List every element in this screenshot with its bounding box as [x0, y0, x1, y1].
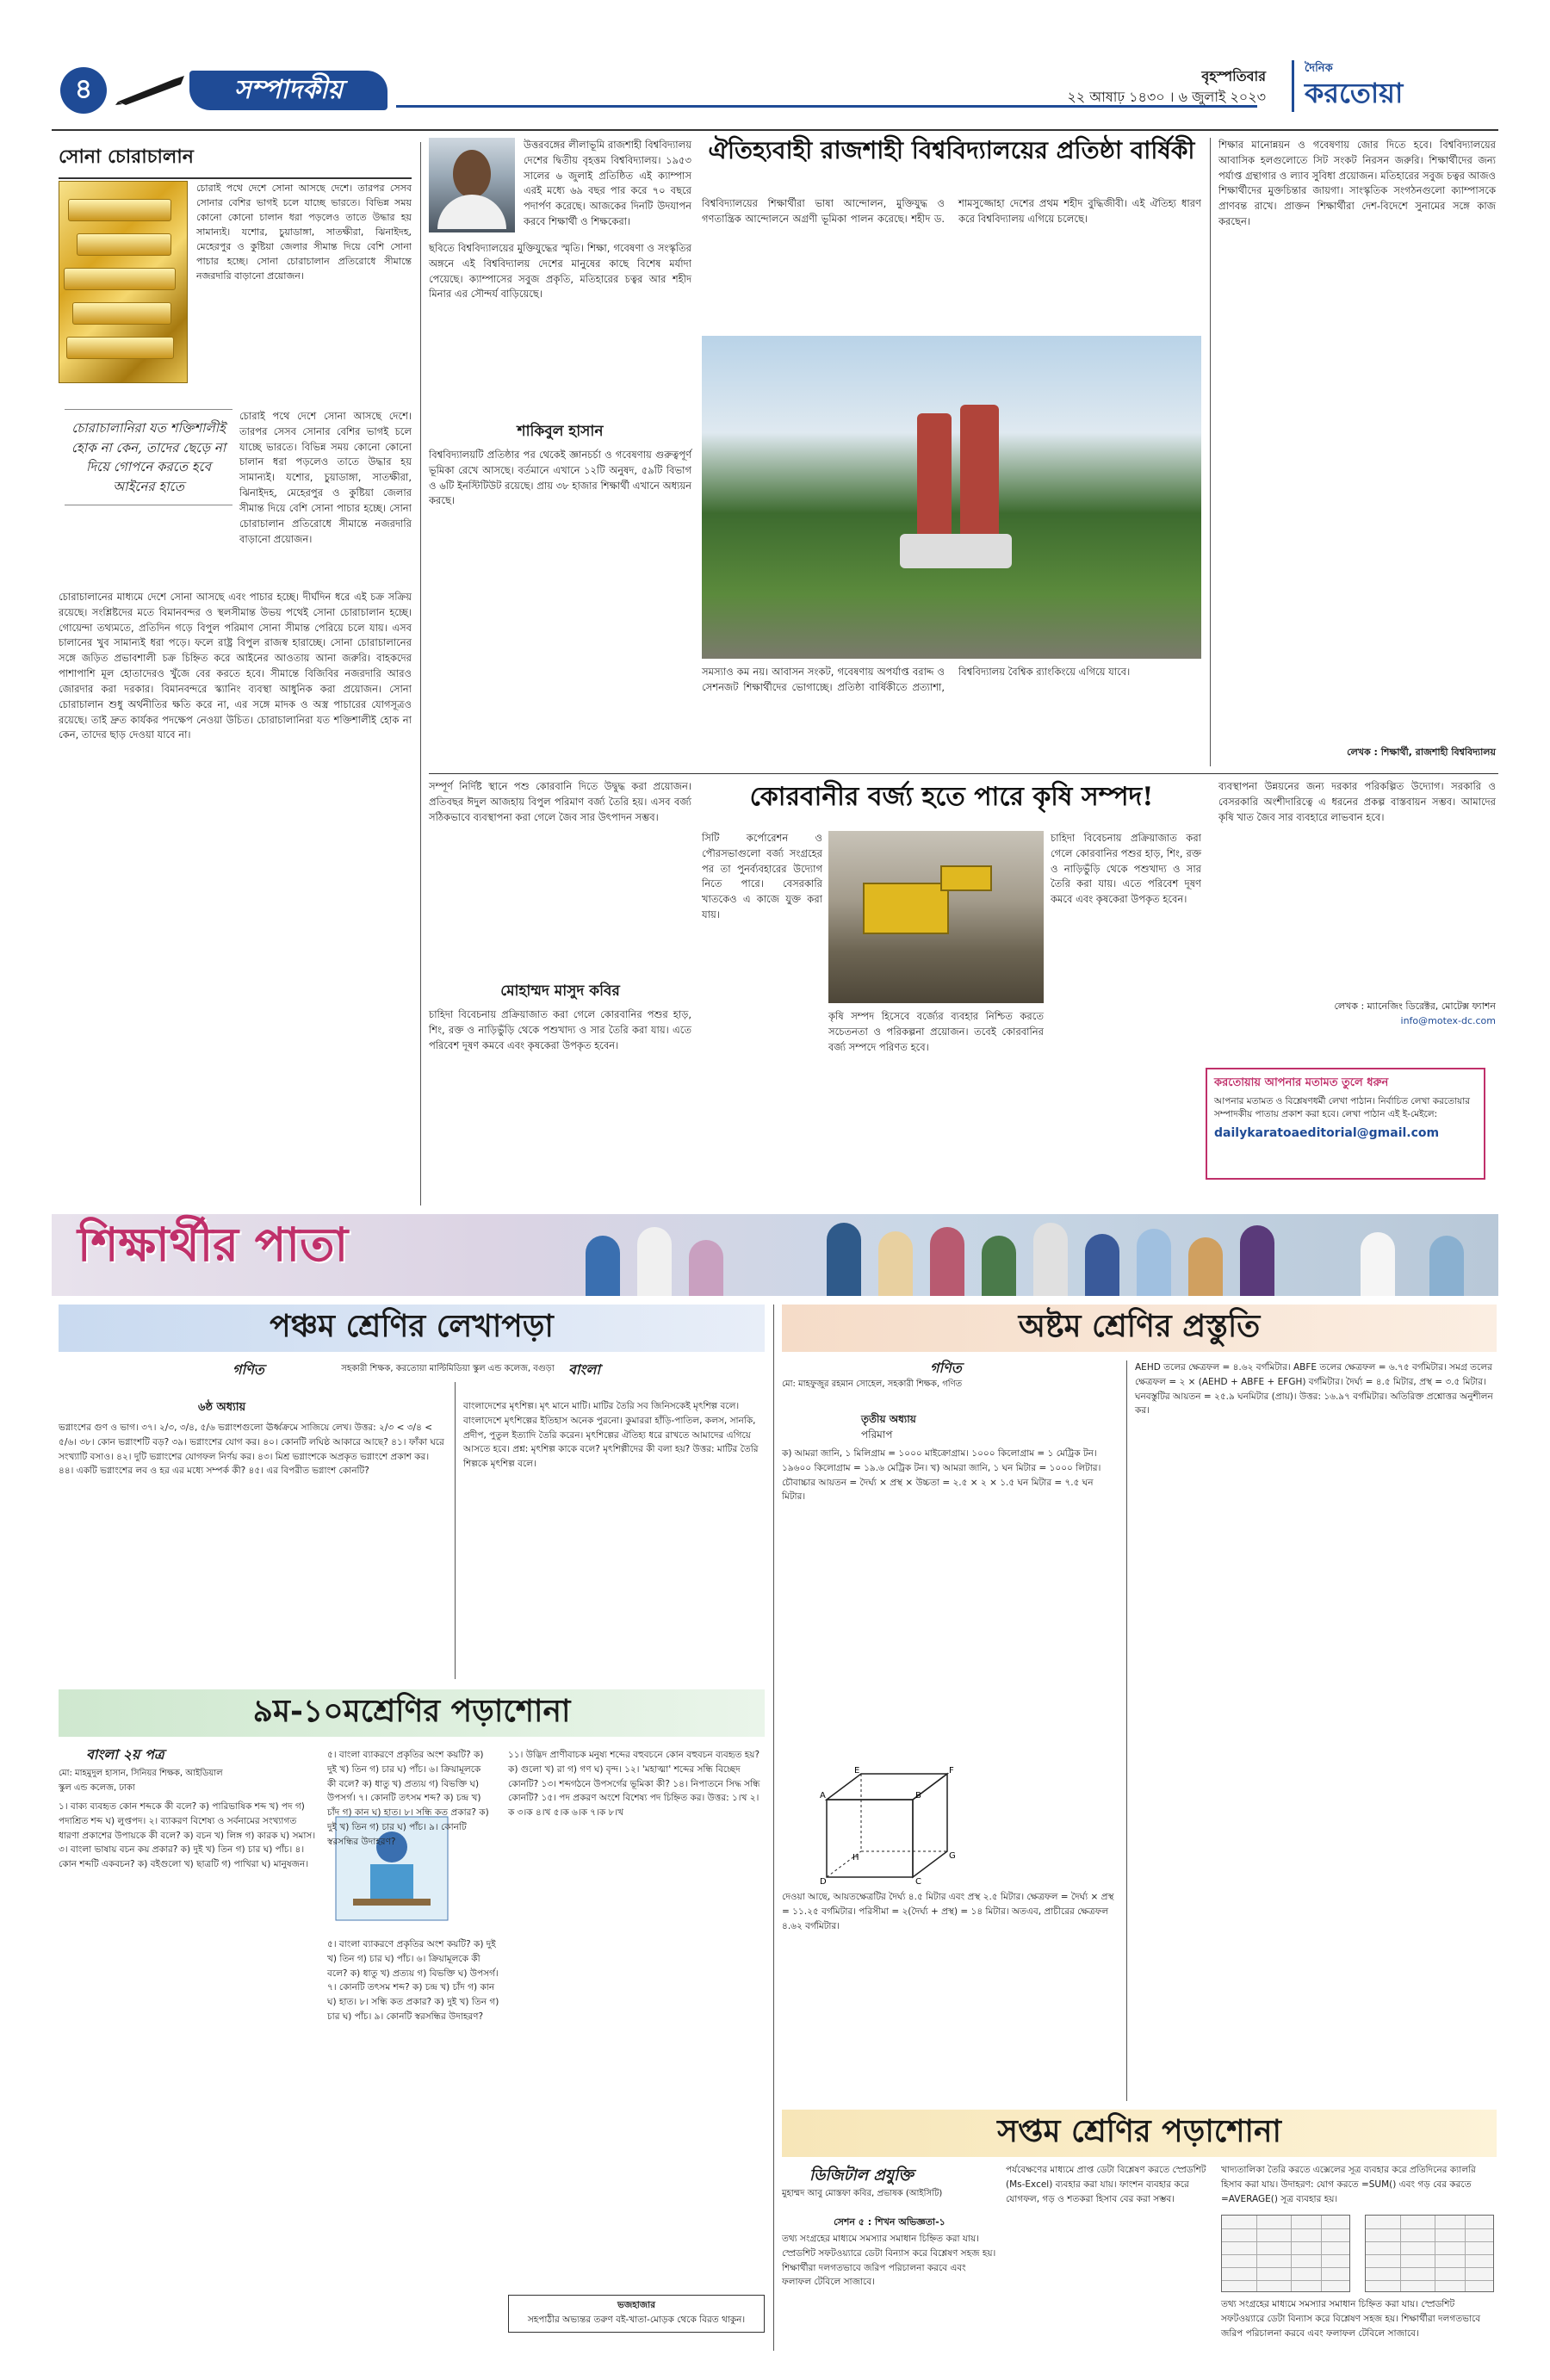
waste-cleanup-photo	[828, 831, 1044, 1003]
waste-signature	[1218, 999, 1496, 1026]
class7-text-d: তথ্য সংগ্রহের মাধ্যমে সমস্যার সমাধান চিহ্নিত করা যায়। স্প্রেডশিট সফটওয়্যারে ডেটা বিন্যাস করে বিশ্লেষণ সহজ হয়। শিক্ষার্থীরা দলগতভাবে জরিপ পরিচালনা করবে এবং ফলাফল টেবিলে সাজাবে।	[1221, 2299, 1481, 2339]
ru-intro: উত্তরবঙ্গের লীলাভূমি রাজশাহী বিশ্ববিদ্যালয় দেশের দ্বিতীয় বৃহত্তম বিশ্ববিদ্যালয়। ১৯৫৩ সালের ৬ জুলাই প্রতিষ্ঠিত এই ক্যাম্পাস এরই মধ্যে ৬৯ বছর পার করে ৭০ বছরে পদার্পণ করেছে। আজকের দিনটি উদযাপন করবে শিক্ষার্থী ও শিক্ষকেরা।	[524, 139, 691, 228]
column-rule	[773, 1305, 774, 2351]
ru-headline: ঐতিহ্যবাহী রাজশাহী বিশ্ববিদ্যালয়ের প্রতিষ্ঠা বার্ষিকী	[708, 136, 1195, 164]
svg-text:A: A	[820, 1791, 826, 1800]
ru-author: শাকিবুল হাসান	[517, 423, 604, 440]
waste-body-a: সম্পূর্ণ নির্দিষ্ট স্থানে পশু কোরবানি দিতে উদ্বুদ্ধ করা প্রয়োজন। প্রতিবছর ঈদুল আজহায় বিপুল পরিমাণ বর্জ্য তৈরি হয়। এসব বর্জ্য সঠিকভাবে ব্যবস্থাপনা করা গেলে জৈব সার উৎপাদন সম্ভব।	[429, 780, 691, 823]
gold-body-top: চোরাই পথে দেশে সোনা আসছে দেশে। তারপর সেসব সোনার বেশির ভাগই চলে যাচ্ছে ভারতে। বিভিন্ন সময় কোনো কোনো চালান ধরা পড়লেও তাতে উদ্ধার হয় সামান্যই। যশোর, চুয়াডাঙ্গা, সাতক্ষীরা, ঝিনাইদহ, মেহেরপুর ও কুষ্টিয়া জেলার সীমান্ত দিয়ে বেশি সোনা পাচার হচ্ছে। সোনা চোরাচালান প্রতিরোধে সীমান্তে নজরদারি বাড়ানো প্রয়োজন।	[239, 410, 412, 545]
gold-title: সোনা চোরাচালান	[59, 142, 412, 179]
right-col-body: শিক্ষার মানোন্নয়ন ও গবেষণায় জোর দিতে হবে। বিশ্ববিদ্যালয়ের আবাসিক হলগুলোতে সিট সংকট নিরসন জরুরি। শিক্ষার্থীদের জন্য পর্যাপ্ত গ্রন্থাগার ও ল্যাব সুবিধা প্রয়োজন। মতিহারের সবুজ চত্বর আজও শিক্ষার্থীদের মুক্তচিন্তার জায়গা। সাংস্কৃতিক সংগঠনগুলো ক্যাম্পাসকে প্রাণবন্ত রাখে। প্রাক্তন শিক্ষার্থীরা দেশ-বিদেশে সুনামের সঙ্গে কাজ করছেন।	[1218, 139, 1496, 228]
class910-teacher: মো: মাহমুদুল হাসান, সিনিয়র শিক্ষক, আইডিয়াল স্কুল এন্ড কলেজ, ঢাকা	[59, 1769, 223, 1793]
masthead-divider	[52, 129, 1498, 131]
opinion-box-title: করতোয়ায় আপনার মতামত তুলে ধরুন	[1214, 1076, 1389, 1089]
ru-signature: লেখক : শিক্ষার্থী, রাজশাহী বিশ্ববিদ্যালয়	[1347, 747, 1496, 758]
class910-heading: ৯ম-১০মশ্রেণির পড়াশোনা	[59, 1689, 765, 1737]
class5-math-text: ভগ্নাংশের গুণ ও ভাগ। ৩৭। ২/৩, ৩/৪, ৫/৬ ভগ্নাংশগুলো ঊর্ধ্বক্রমে সাজিয়ে লেখ। উত্তর: ২/৩ < ৩/৪ < ৫/৬। ৩৮। কোন ভগ্নাংশটি বড়? ৩৯। ভগ্নাংশের যোগ কর। ৪০। কোনটি লঘিষ্ঠ আকারে আছে? ৪১। ফাঁকা ঘরে সংখ্যাটি বসাও। ৪২। দুটি ভগ্নাংশের যোগফল নির্ণয় কর। ৪৩। মিশ্র ভগ্নাংশকে অপ্রকৃত ভগ্নাংশে প্রকাশ কর। ৪৪। একটি ভগ্নাংশের লব ও হর এর মধ্যে সম্পর্ক কী? ৪৫। এর বিপরীত ভগ্নাংশ কোনটি?	[59, 1422, 444, 1477]
class8-teacher: মো: মাহফুজুর রহমান সোহেল, সহকারী শিক্ষক, গণিত	[782, 1379, 963, 1389]
students-page-banner	[52, 1214, 1498, 1296]
svg-text:C: C	[915, 1877, 921, 1887]
opinion-submission-box	[1206, 1068, 1485, 1180]
column-rule	[420, 142, 421, 1205]
newspaper-logo-small: দৈনিক	[1305, 62, 1333, 75]
page-number: ৪	[60, 67, 107, 114]
class5-teacher: সহকারী শিক্ষক, করতোয়া মাল্টিমিডিয়া স্কুল এন্ড কলেজ, বগুড়া	[341, 1364, 555, 1373]
class7-text-b: পর্যবেক্ষণের মাধ্যমে প্রাপ্ত ডেটা বিশ্লেষণ করতে স্প্রেডশিট (Ms-Excel) ব্যবহার করা যায়। ফাংশন ব্যবহার করে যোগফল, গড় ও শতকরা হিসাব বের করা সম্ভব।	[1006, 2165, 1206, 2204]
class5-math-subject: গণিত	[232, 1361, 264, 1378]
waste-signature-title: লেখক : ম্যানেজিং ডিরেক্টর, মোটেক্স ফ্যাশন	[1334, 1001, 1496, 1012]
class7-text-a: তথ্য সংগ্রহের মাধ্যমে সমস্যার সমাধান চিহ্নিত করা যায়। স্প্রেডশিট সফটওয়্যারে ডেটা বিন্যাস করে বিশ্লেষণ সহজ হয়। শিক্ষার্থীরা দলগতভাবে জরিপ পরিচালনা করবে এবং ফলাফল টেবিলে সাজাবে।	[782, 2234, 996, 2288]
waste-signature-email[interactable]: info@motex-dc.com	[1400, 1015, 1496, 1026]
svg-text:G: G	[949, 1851, 956, 1861]
gold-bars-photo	[59, 181, 188, 383]
students-page-title: শিক্ষার্থীর পাতা	[78, 1217, 349, 1272]
author-photo	[429, 138, 515, 232]
class910-text-c: ১১। উদ্ভিদ প্রাণীবাচক মনুষ্য শব্দের বহুবচনে কোন বহুবচন ব্যবহৃত হয়? ক) গুলো খ) রা গ) গণ ঘ) বৃন্দ। ১২। 'মহাত্মা' শব্দের সন্ধি বিচ্ছেদ কোনটি? ১৩। শব্দগঠনে উপসর্গের ভূমিকা কী? ১৪। নিপাতনে সিদ্ধ সন্ধি কোনটি? ১৫। পদ প্রকরণ অংশে বিশেষ্য পদ চিহ্নিত কর। উত্তর: ১।খ ২।ক ৩।ক ৪।খ ৫।ক ৬।ক ৭।ক ৮।খ	[508, 1750, 760, 1819]
gold-body: চোরাচালানের মাধ্যমে দেশে সোনা আসছে এবং পাচার হচ্ছে। দীর্ঘদিন ধরে এই চক্র সক্রিয় রয়েছে। সংশ্লিষ্টদের মতে বিমানবন্দর ও স্থলসীমান্ত উভয় পথেই সোনা চোরাচালান হচ্ছে। গোয়েন্দা তথ্যমতে, প্রতিদিন গড়ে বিপুল পরিমাণ সোনা সীমান্ত পেরিয়ে চলে যায়। এসব চালানের খুব সামান্যই ধরা পড়ে। ফলে রাষ্ট্র বিপুল রাজস্ব হারাচ্ছে। সোনা চোরাচালানের সঙ্গে জড়িত প্রভাবশালী চক্র চিহ্নিত করে আইনের আওতায় আনা জরুরি। বাহকদের পাশাপাশি মূল হোতাদেরও খুঁজে বের করতে হবে। সীমান্তে বিজিবির নজরদারি আরও জোরদার করা দরকার। বিমানবন্দরে স্ক্যানিং ব্যবস্থা আধুনিক করা প্রয়োজন। সোনা চোরাচালান শুধু অর্থনীতির ক্ষতি করে না, এর সঙ্গে মাদক ও অস্ত্র পাচারের যোগসূত্রও রয়েছে। তাই দ্রুত কার্যকর পদক্ষেপ নেওয়া উচিত। চোরাচালানিরা যত শক্তিশালীই হোক না কেন, তাদের ছাড় দেওয়া যাবে না।	[59, 591, 412, 741]
ru-body-d: সমস্যাও কম নয়। আবাসন সংকট, গবেষণায় অপর্যাপ্ত বরাদ্দ ও সেশনজট শিক্ষার্থীদের ভোগাচ্ছে। প্রতিষ্ঠা বার্ষিকীতে প্রত্যাশা, বিশ্ববিদ্যালয় বৈশ্বিক র‍্যাংকিংয়ে এগিয়ে যাবে।	[702, 666, 1131, 693]
class5-heading: পঞ্চম শ্রেণির লেখাপড়া	[59, 1305, 765, 1352]
spreadsheet-screenshot-2	[1365, 2215, 1494, 2292]
right-col-body-2: ব্যবস্থাপনা উন্নয়নের জন্য দরকার পরিকল্পিত উদ্যোগ। সরকারি ও বেসরকারি অংশীদারিত্বে এ ধরনের প্রকল্প বাস্তবায়ন সম্ভব। আমাদের কৃষি খাত জৈব সার ব্যবহারে লাভবান হবে।	[1218, 780, 1496, 823]
svg-text:B: B	[915, 1791, 921, 1800]
newspaper-logo	[1292, 60, 1498, 112]
waste-body-c: সিটি কর্পোরেশন ও পৌরসভাগুলো বর্জ্য সংগ্রহের পর তা পুনর্ব্যবহারের উদ্যোগ নিতে পারে। বেসরকারি খাতকেও এ কাজে যুক্ত করা যায়।	[702, 832, 822, 921]
ru-body-b: বিশ্ববিদ্যালয়টি প্রতিষ্ঠার পর থেকেই জ্ঞানচর্চা ও গবেষণায় গুরুত্বপূর্ণ ভূমিকা রেখে আসছে। বর্তমানে এখানে ১২টি অনুষদ, ৫৯টি বিভাগ ও ৬টি ইনস্টিটিউট রয়েছে। প্রায় ৩৮ হাজার শিক্ষার্থী এখানে অধ্যয়ন করছে।	[429, 449, 691, 507]
masthead	[52, 60, 1498, 129]
spreadsheet-screenshot	[1221, 2215, 1350, 2292]
column-rule	[1126, 1360, 1127, 2101]
class8-heading: অষ্টম শ্রেণির প্রস্তুতি	[782, 1305, 1497, 1352]
university-monument-photo	[702, 336, 1201, 659]
column-rule	[455, 1382, 456, 1679]
svg-text:E: E	[854, 1766, 860, 1776]
svg-text:D: D	[820, 1877, 827, 1887]
class8-text-c: AEHD তলের ক্ষেত্রফল = ৪.৬২ বর্গমিটার। ABFE তলের ক্ষেত্রফল = ৬.৭৫ বর্গমিটার। সমগ্র তলের ক্ষেত্রফল = ২ × (AEHD + ABFE + EFGH) বর্গমিটার। দৈর্ঘ্য = ৪.৫ মিটার, প্রস্থ = ৩.৫ মিটার। ঘনবস্তুটির আয়তন = ২৫.৯ ঘনমিটার (প্রায়)। উত্তর: ১৬.৯৭ বর্গমিটার। অতিরিক্ত প্রশ্নোত্তর অনুশীলন কর।	[1135, 1362, 1493, 1416]
class910-text-b: ৫। বাংলা ব্যাকরণে প্রকৃতির অংশ কয়টি? ক) দুই খ) তিন গ) চার ঘ) পাঁচ। ৬। ক্রিয়ামূলকে কী বলে? ক) ধাতু খ) প্রত্যয় গ) বিভক্তি ঘ) উপসর্গ। ৭। কোনটি তৎসম শব্দ? ক) চন্দ্র খ) চাঁদ গ) কান ঘ) হাত। ৮। সন্ধি কত প্রকার? ক) দুই খ) তিন গ) চার ঘ) পাঁচ। ৯। কোনটি স্বরসন্ধির উদাহরণ?	[327, 1939, 499, 2022]
waste-body-b: চাহিদা বিবেচনায় প্রক্রিয়াজাত করা গেলে কোরবানির পশুর হাড়, শিং, রক্ত ও নাড়িভুঁড়ি থেকে পশুখাদ্য ও সার তৈরি করা যায়। এতে পরিবেশ দূষণ কমবে এবং কৃষকেরা উপকৃত হবেন।	[429, 1008, 691, 1051]
class8-text-a: ক) আমরা জানি, ১ মিলিগ্রাম = ১০০০ মাইক্রোগ্রাম। ১০০০ কিলোগ্রাম = ১ মেট্রিক টন। ১৯৬০০ কিলোগ্রাম = ১৯.৬ মেট্রিক টন। খ) আমরা জানি, ১ ঘন মিটার = ১০০০ লিটার। চৌবাচ্চার আয়তন = দৈর্ঘ্য × প্রস্থ × উচ্চতা = ২.৫ × ২ × ১.৫ ঘন মিটার = ৭.৫ ঘন মিটার।	[782, 1448, 1101, 1503]
class910-footer-box	[508, 2295, 765, 2333]
waste-body-d: কৃষি সম্পদ হিসেবে বর্জ্যের ব্যবহার নিশ্চিত করতে সচেতনতা ও পরিকল্পনা প্রয়োজন। তবেই কোরবানির বর্জ্য সম্পদে পরিণত হবে।	[828, 1010, 1044, 1053]
opinion-email-link[interactable]: dailykaratoaeditorial@gmail.com	[1214, 1126, 1440, 1141]
section-title: সম্পাদকীয়	[189, 71, 388, 110]
class5-bangla-text: বাংলাদেশের মৃৎশিল্প। মৃৎ মানে মাটি। মাটির তৈরি সব জিনিসকেই মৃৎশিল্প বলে। বাংলাদেশে মৃৎশিল্পের ইতিহাস অনেক পুরনো। কুমাররা হাঁড়ি-পাতিল, কলস, সানকি, প্রদীপ, পুতুল ইত্যাদি তৈরি করেন। মৃৎশিল্পের ঐতিহ্য ধরে রাখতে আমাদের এগিয়ে আসতে হবে। প্রশ্ন: মৃৎশিল্প কাকে বলে? মৃৎশিল্পীদের কী বলা হয়? উত্তর: মাটির তৈরি শিল্পকে মৃৎশিল্প বলে।	[463, 1401, 759, 1470]
class910-text-a: ১। বাক্য ব্যবহৃত কোন শব্দকে কী বলে? ক) পারিভাষিক শব্দ খ) পদ গ) পদাশ্রিত শব্দ ঘ) লুপ্তপদ। ২। ব্যাকরণ বিশেষ্য ও সর্বনামের সংখ্যাগত ধারণা প্রকাশের উপায়কে কী বলে? ক) বচন খ) লিঙ্গ গ) কারক ঘ) সমাস। ৩। বাংলা ভাষায় বচন কয় প্রকার? ক) দুই খ) তিন গ) চার ঘ) পাঁচ। ৪। কোন শব্দটি একবচন? ক) বইগুলো খ) ছাত্রটি গ) পাখিরা ঘ) মানুষজন।	[59, 1801, 316, 1870]
class7-heading: সপ্তম শ্রেণির পড়াশোনা	[782, 2110, 1497, 2157]
class8-topic: পরিমাপ	[861, 1429, 893, 1441]
class8-chapter: তৃতীয় অধ্যায়	[861, 1413, 916, 1425]
issue-date: ২২ আষাঢ় ১৪৩০ । ৬ জুলাই ২০২৩	[1067, 89, 1266, 105]
class8-text-b: দেওয়া আছে, আয়তক্ষেত্রটির দৈর্ঘ্য ৪.৫ মিটার এবং প্রস্থ ২.৫ মিটার। ক্ষেত্রফল = দৈর্ঘ্য × প্রস্থ = ১১.২৫ বর্গমিটার। পরিসীমা = ২(দৈর্ঘ্য + প্রস্থ) = ১৪ মিটার। অতএব, প্রাচীরের ক্ষেত্রফল ৪.৬২ বর্গমিটার।	[782, 1892, 1114, 1931]
class910-footer-text: সহপাঠীর অভ্যন্তর তরুণ বই-খাতা-মোড়ক থেকে বিরত থাকুন।	[527, 2315, 746, 2325]
svg-text:H: H	[852, 1853, 859, 1862]
class5-chapter: ৬ষ্ঠ অধ্যায়	[198, 1401, 246, 1414]
class910-footer-title: ভজহাজার	[617, 2300, 655, 2310]
waste-headline: কোরবানীর বর্জ্য হতে পারে কৃষি সম্পদ!	[749, 782, 1154, 812]
waste-body-e: চাহিদা বিবেচনায় প্রক্রিয়াজাত করা গেলে কোরবানির পশুর হাড়, শিং, রক্ত ও নাড়িভুঁড়ি থেকে পশুখাদ্য ও সার তৈরি করা যায়। এতে পরিবেশ দূষণ কমবে এবং কৃষকেরা উপকৃত হবেন।	[1051, 832, 1201, 906]
svg-text:F: F	[949, 1766, 954, 1776]
class5-bangla-subject: বাংলা	[568, 1361, 600, 1378]
gold-side-text: চোরাই পথে দেশে সোনা আসছে দেশে। তারপর সেসব সোনার বেশির ভাগই চলে যাচ্ছে ভারতে। বিভিন্ন সময় কোনো কোনো চালান ধরা পড়লেও তাতে উদ্ধার হয় সামান্যই। যশোর, চুয়াডাঙ্গা, সাতক্ষীরা, ঝিনাইদহ, মেহেরপুর ও কুষ্টিয়া জেলার সীমান্ত দিয়ে বেশি সোনা পাচার হচ্ছে। সোনা চোরাচালান প্রতিরোধে সীমান্তে নজরদারি বাড়ানো প্রয়োজন।	[196, 183, 412, 282]
ru-body-a: ছবিতে বিশ্ববিদ্যালয়ের মুক্তিযুদ্ধের স্মৃতি। শিক্ষা, গবেষণা ও সংস্কৃতির অঙ্গনে এই বিশ্ববিদ্যালয় দেশের মানুষের কাছে বিশেষ মর্যাদা পেয়েছে। ক্যাম্পাসের সবুজ প্রকৃতি, মতিহারের চত্বর আর শহীদ মিনার এর সৌন্দর্য বাড়িয়েছে।	[429, 242, 691, 301]
gold-pull-quote: চোরাচালানিরা যত শক্তিশালীই হোক না কেন, তাদের ছেড়ে না দিয়ে গোপনে করতে হবে আইনের হাতে	[65, 409, 232, 505]
ru-body-c: বিশ্ববিদ্যালয়ের শিক্ষার্থীরা ভাষা আন্দোলন, মুক্তিযুদ্ধ ও গণতান্ত্রিক আন্দোলনে অগ্রণী ভূমিকা পালন করেছে। শহীদ ড. শামসুজ্জোহা দেশের প্রথম শহীদ বুদ্ধিজীবী। এই ঐতিহ্য ধারণ করে বিশ্ববিদ্যালয় এগিয়ে চলেছে।	[702, 197, 1201, 225]
newspaper-logo-name: করতোয়া	[1305, 77, 1404, 109]
pen-icon	[114, 72, 191, 107]
class7-teacher: মুহাম্মদ আবু মোস্তফা কবির, প্রভাষক (আইসিটি)	[782, 2189, 943, 2198]
class7-subject: ডিজিটাল প্রযুক্তি	[809, 2166, 914, 2185]
cuboid-diagram-icon	[801, 1765, 973, 1886]
section-divider	[429, 773, 1498, 774]
class8-subject: গণিত	[930, 1360, 962, 1376]
class7-text-c: খাদ্যতালিকা তৈরি করতে এক্সেলের সূত্র ব্যবহার করে প্রতিদিনের ক্যালরি হিসাব করা যায়। উদাহরণ: যোগ করতে =SUM() এবং গড় বের করতে =AVERAGE() সূত্র ব্যবহার হয়।	[1221, 2165, 1476, 2204]
gold-box-title-wrap	[59, 142, 412, 184]
waste-author: মোহাম্মদ মাসুদ কবির	[500, 982, 620, 1000]
class910-subject: বাংলা ২য় পত্র	[86, 1746, 164, 1763]
opinion-box-text: আপনার মতামত ও বিশ্লেষণধর্মী লেখা পাঠান। নির্বাচিত লেখা করতোয়ার সম্পাদকীয় পাতায় প্রকাশ করা হবে। লেখা পাঠান এই ই-মেইলে:	[1214, 1096, 1471, 1120]
column-rule	[1210, 138, 1211, 766]
class910-text-b-top: ৫। বাংলা ব্যাকরণে প্রকৃতির অংশ কয়টি? ক) দুই খ) তিন গ) চার ঘ) পাঁচ। ৬। ক্রিয়ামূলকে কী বলে? ক) ধাতু খ) প্রত্যয় গ) বিভক্তি ঘ) উপসর্গ। ৭। কোনটি তৎসম শব্দ? ক) চন্দ্র খ) চাঁদ গ) কান ঘ) হাত। ৮। সন্ধি কত প্রকার? ক) দুই খ) তিন গ) চার ঘ) পাঁচ। ৯। কোনটি স্বরসন্ধির উদাহরণ?	[327, 1750, 489, 1847]
class7-lesson: সেশন ৫ : শিখন অভিজ্ঞতা-১	[834, 2216, 946, 2228]
issue-day: বৃহস্পতিবার	[1201, 68, 1266, 84]
